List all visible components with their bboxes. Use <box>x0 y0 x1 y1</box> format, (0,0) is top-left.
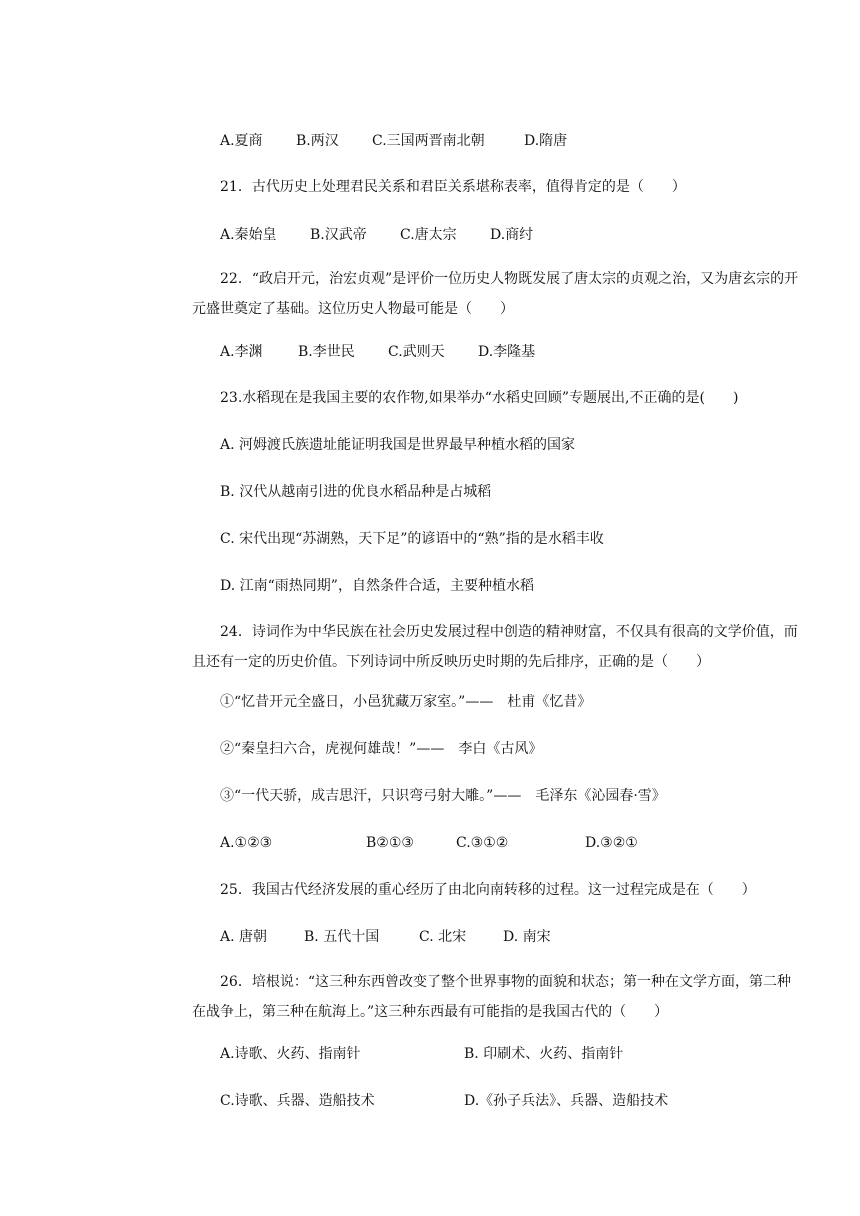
q26-stem <box>192 967 802 1027</box>
q25-options <box>220 927 551 947</box>
q23-stem: 23.水稻现在是我国主要的农作物,如果举办“水稻史回顾”专题展出,不正确的是( ) <box>220 390 739 406</box>
q26-stem-text: 26．培根说：“这三种东西曾改变了整个世界事物的面貌和状态；第一种在文学方面，第二种在战争上，第三种在航海上。”这三种东西最有可能指的是我国古代的（ ） <box>192 974 791 1020</box>
q23-option-a: A. 河姆渡氏族遗址能证明我国是世界最早种植水稻的国家 <box>220 437 576 453</box>
q20-options <box>220 131 567 151</box>
q24-item-2: ②“秦皇扫六合，虎视何雄哉！”—— 李白《古风》 <box>220 741 543 757</box>
q25-option-b: B. 五代十国 <box>304 929 380 945</box>
q24-stem <box>192 617 802 677</box>
q21-option-d: D.商纣 <box>490 227 534 243</box>
q20-option-c: C.三国两晋南北朝 <box>372 133 485 149</box>
q22-option-a: A.李渊 <box>220 344 263 360</box>
q23-option-c: C. 宋代出现“苏湖熟，天下足”的谚语中的“熟”指的是水稻丰收 <box>220 531 604 547</box>
q23-option-d: D. 江南“雨热同期”，自然条件合适，主要种植水稻 <box>220 578 534 594</box>
q24-option-d: D.③②① <box>585 835 638 851</box>
q23-option-b: B. 汉代从越南引进的优良水稻品种是占城稻 <box>220 484 492 500</box>
q21-options <box>220 225 533 245</box>
q20-option-b: B.两汉 <box>296 133 339 149</box>
q21-option-b: B.汉武帝 <box>310 227 367 243</box>
q25-stem-text: 25．我国古代经济发展的重心经历了由北向南转移的过程。这一过程完成是在（ ） <box>220 882 756 898</box>
q22-stem-text: 22．“政启开元，治宏贞观”是评价一位历史人物既发展了唐太宗的贞观之治，又为唐玄宗的开元盛世奠定了基础。这位历史人物最可能是（ ） <box>192 271 799 317</box>
q20-option-d: D.隋唐 <box>524 133 568 149</box>
q21-stem <box>192 172 802 202</box>
q26-options-row2 <box>220 1091 668 1111</box>
q25-option-d: D. 南宋 <box>503 929 551 945</box>
q21-option-a: A.秦始皇 <box>220 227 277 243</box>
q24-option-b: B②①③ <box>366 835 414 851</box>
q26-option-b: B. 印刷术、火药、指南针 <box>464 1046 624 1062</box>
q25-option-a: A. 唐朝 <box>220 929 268 945</box>
q24-item-1: ①“忆昔开元全盛日，小邑犹藏万家室。”—— 杜甫《忆昔》 <box>220 694 592 710</box>
q20-option-a: A.夏商 <box>220 133 263 149</box>
q25-stem <box>192 875 802 905</box>
q22-stem <box>192 264 802 324</box>
q21-stem-text: 21．古代历史上处理君民关系和君臣关系堪称表率，值得肯定的是（ ） <box>220 179 686 195</box>
q26-option-c: C.诗歌、兵器、造船技术 <box>220 1093 375 1109</box>
q22-option-d: D.李隆基 <box>478 344 536 360</box>
q26-option-d: D.《孙子兵法》、兵器、造船技术 <box>464 1093 669 1109</box>
q24-option-c: C.③①② <box>456 835 509 851</box>
q24-stem-text: 24．诗词作为中华民族在社会历史发展过程中创造的精神财富，不仅具有很高的文学价值，而且还有一定的历史价值。下列诗词中所反映历史时期的先后排序，正确的是（ ） <box>192 624 798 670</box>
q26-option-a: A.诗歌、火药、指南针 <box>220 1046 361 1062</box>
q22-option-b: B.李世民 <box>298 344 355 360</box>
q24-options <box>220 833 638 853</box>
q24-option-a: A.①②③ <box>220 835 273 851</box>
q21-option-c: C.唐太宗 <box>400 227 457 243</box>
q22-options <box>220 342 535 362</box>
q26-options-row1 <box>220 1044 623 1064</box>
q25-option-c: C. 北宋 <box>419 929 467 945</box>
q24-item-3: ③“一代天骄，成吉思汗，只识弯弓射大雕。”—— 毛泽东《沁园春·雪》 <box>220 788 666 804</box>
q22-option-c: C.武则天 <box>388 344 445 360</box>
